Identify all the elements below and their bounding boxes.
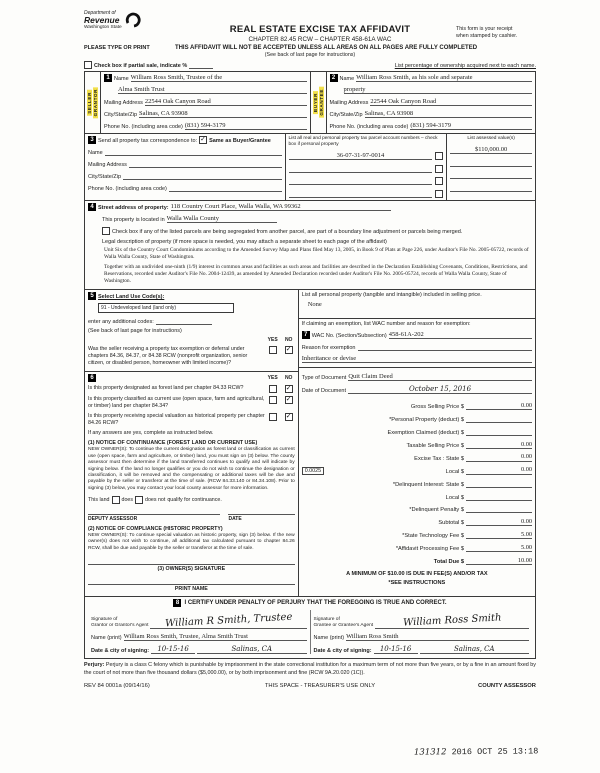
assessed-value-header: List assessed value(s) <box>467 136 515 141</box>
grantee-mailing-field[interactable]: 22544 Oak Canyon Road <box>370 98 532 106</box>
grantee-mailing-row <box>330 98 533 106</box>
land-use-label: Select Land Use Code(s): <box>98 294 165 301</box>
excise-tax-state-label: Excise Tax : State $ <box>414 455 464 462</box>
affidavit-processing-fee-label: *Affidavit Processing Fee $ <box>395 546 464 553</box>
grantor-signature-column <box>88 610 310 654</box>
section-8-badge: 8 <box>173 599 181 607</box>
grantee-csz-label: City/State/Zip <box>329 112 363 118</box>
taxable-selling-price-label: Taxable Selling Price $ <box>406 443 464 450</box>
personal-property-value[interactable]: None <box>307 301 322 309</box>
forest-land-checkboxes <box>267 385 295 393</box>
personal-property-box <box>299 290 535 319</box>
notice-continuance-body: NEW OWNER(S): To continue the current designation as forest land or classification as current use (open space, farm and agriculture, or timber) land, you must sign on (3) below. The county assessor must then determine if the land transferred continues to qualify and will indicate by signing below. If the land no longer qualifies or you do not wish to continue the designation or classification, it will be removed and the compensating or additional taxes will be due and payable by the seller or transferor at the time of sale. (RCW 84.33.140 or 84.34.108). Prior to signing (3) below, you may contact your local county assessor for more information. <box>88 447 295 491</box>
taxable-selling-price-value[interactable]: 0.00 <box>466 441 532 450</box>
section-8-certification <box>84 596 536 659</box>
seller-vertical-label: SELLER <box>87 91 92 114</box>
legal-description-paragraph-1: Unit Six of the Country Court Condominiums according to the Amended Survey Map and Plans filed May 13, 2005, in Book 9 of Plats at Page 226, under Auditor's File No. 2005-05722, records of Walla Walla County, State of Washington. <box>104 246 529 261</box>
located-in-label: This property is located in <box>102 216 165 223</box>
parties-row <box>84 71 536 134</box>
personal-property-deduct-label: *Personal Property (deduct) $ <box>389 417 464 424</box>
section-7-badge: 7 <box>302 331 310 339</box>
section-6-badge: 6 <box>88 374 96 382</box>
stamp-datetime: 2016 OCT 25 13:18 <box>451 746 539 758</box>
delinquent-interest-state-label: *Delinquent Interest: State $ <box>392 481 464 488</box>
excise-tax-state-row <box>302 453 532 462</box>
minimum-due-note: A MINIMUM OF $10.00 IS DUE IN FEE(S) AND/OR TAX <box>346 571 488 578</box>
same-as-grantee-label: Same as Buyer/Grantee <box>209 138 271 144</box>
current-use-checkboxes <box>267 396 295 404</box>
exemption-claimed-value[interactable] <box>466 428 532 437</box>
personal-property-header: List all personal property (tangible and intangible) included in selling price. <box>301 292 482 299</box>
delinquent-interest-local-label: Local $ <box>445 494 464 501</box>
logo-department-of: Department of <box>84 10 116 16</box>
certify-text: I CERTIFY UNDER PENALTY OF PERJURY THAT THE FOREGOING IS TRUE AND CORRECT. <box>184 600 447 607</box>
grantee-date-city-label: Date & city of signing: <box>313 648 372 655</box>
assessed-value-field-3[interactable] <box>450 171 532 179</box>
grantor-phone-field[interactable]: (831) 594-3179 <box>185 122 307 130</box>
local-rate-box: 0.0025 <box>302 467 325 475</box>
affidavit-processing-fee-row <box>302 544 532 553</box>
parcel-number-field-3[interactable] <box>289 177 433 185</box>
form-header <box>84 10 536 43</box>
doc-type-label: Type of Document <box>301 375 347 382</box>
forest-land-question: Is this property designated as forest land per chapter 84.33 RCW? <box>88 385 244 392</box>
assessed-value-field-4[interactable] <box>450 184 532 192</box>
deferral-yes-checkbox[interactable] <box>269 346 277 354</box>
notice-compliance-title: (2) NOTICE OF COMPLIANCE (HISTORIC PROPERTY) <box>88 526 223 533</box>
section-3-correspondence <box>84 133 536 201</box>
personal-property-deduct-value[interactable] <box>466 415 532 424</box>
subtotal-value[interactable]: 0.00 <box>466 518 532 527</box>
signature-columns <box>88 610 532 654</box>
deferral-yes-cell <box>267 346 279 354</box>
owners-signature-line[interactable]: (3) OWNER(S) SIGNATURE <box>88 564 295 572</box>
corr-mailing-label: Mailing Address <box>88 162 127 168</box>
street-address-row <box>88 203 532 211</box>
header-instructions <box>84 45 536 51</box>
rev-form-code: REV 84 0001a (09/14/16) <box>84 682 150 689</box>
signature-of-label: Signature of <box>91 616 118 622</box>
current-use-no-checkbox[interactable]: ✓ <box>285 396 292 404</box>
grantor-signing-date[interactable]: 10-15-16 <box>151 645 195 654</box>
exemption-header: If claiming an exemption, list WAC number and reason for exemption: <box>301 321 471 328</box>
doc-date-field[interactable]: October 15, 2016 <box>348 385 532 394</box>
historic-question-row <box>88 413 295 427</box>
grantor-name-print-label: Name (print) <box>91 635 122 642</box>
no-column-label-6: NO <box>284 375 293 382</box>
excise-tax-local-row <box>302 466 532 475</box>
receipt-note-line1: This form is your receipt <box>456 26 513 32</box>
section-7-column <box>298 289 536 597</box>
grantor-vertical-label: GRANTOR <box>93 88 98 117</box>
forest-yes-checkbox[interactable] <box>269 385 277 393</box>
grantee-side-label <box>311 72 327 133</box>
section6-top-row <box>88 374 295 382</box>
cashier-stamp <box>414 746 538 757</box>
reason-field[interactable] <box>358 343 533 351</box>
form-title: REAL ESTATE EXCISE TAX AFFIDAVIT <box>229 24 411 35</box>
wac-row <box>302 331 532 339</box>
section5-see-back-note: (See back of last page for instructions) <box>88 328 182 335</box>
current-use-yes-checkbox[interactable] <box>269 396 277 404</box>
perjury-text: Perjury is a class C felony which is punishable by imprisonment in the state correctional institution for a maximum term of not more than five years, or by a fine in an amount fixed by the court of not more than five thousand dollars ($5,000.00), or by both imprisonment and fine (RCW 9A.20.020 (1C)). <box>84 662 537 676</box>
deferral-question-checkboxes <box>267 346 295 354</box>
historic-yes-cell <box>267 413 279 421</box>
parcel-number-field[interactable]: 36-07-31-97-0014 <box>289 152 433 160</box>
corr-phone-row <box>88 184 282 192</box>
grantee-fields <box>327 72 536 133</box>
grantor-name-field[interactable]: William Ross Smith, Trustee of the <box>131 74 307 82</box>
treasurer-use-only: THIS SPACE - TREASURER'S USE ONLY <box>264 682 376 689</box>
corr-phone-field[interactable] <box>169 184 282 192</box>
logo-text <box>84 10 122 30</box>
chapter-subtitle: CHAPTER 82.45 RCW – CHAPTER 458-61A WAC <box>248 36 392 43</box>
delinquent-interest-state-value[interactable] <box>466 479 532 488</box>
corr-phone-label: Phone No. (including area code) <box>88 186 167 192</box>
grantee-name-print-label: Name (print) <box>313 635 345 642</box>
total-due-value[interactable]: 10.00 <box>466 557 532 566</box>
section-5-badge: 5 <box>88 292 96 300</box>
grantee-name-field[interactable]: William Ross Smith, as his sole and separate <box>356 74 532 82</box>
county-assessor-label: COUNTY ASSESSOR <box>478 682 536 689</box>
excise-tax-local-value[interactable]: 0.00 <box>466 466 532 475</box>
assessed-value-column <box>446 134 535 200</box>
send-correspondence-label: Send all property tax correspondence to: <box>98 138 198 144</box>
stamp-number: 131312 <box>413 747 447 758</box>
grantee-vertical-label: GRANTEE <box>318 89 324 116</box>
delinquent-interest-local-value[interactable] <box>466 492 532 501</box>
corr-mailing-field[interactable] <box>129 160 282 168</box>
partial-sale-checkbox[interactable] <box>84 61 92 69</box>
partial-sale-percent-field[interactable] <box>189 61 213 69</box>
logo-washington-state: Washington State <box>84 24 122 30</box>
grantee-signature-row <box>314 610 530 629</box>
delinquent-interest-state-row <box>302 479 532 488</box>
deferral-no-cell <box>283 346 295 354</box>
personal-property-deduct-row <box>302 415 532 424</box>
grantor-mailing-label: Mailing Address <box>104 100 143 106</box>
current-use-no-cell <box>283 396 295 404</box>
assessed-value-field[interactable]: $110,000.00 <box>450 146 532 154</box>
grantor-name-label: Name <box>114 76 129 82</box>
doc-type-row <box>302 373 532 381</box>
if-yes-note: If any answers are yes, complete as instructed below. <box>88 429 214 436</box>
section6-yes-no-header <box>267 375 295 381</box>
signature-of-label-2: Signature of <box>313 616 340 622</box>
does-label: does <box>121 497 133 504</box>
delinquent-penalty-value[interactable] <box>466 505 532 514</box>
reason-label: Reason for exemption <box>301 345 356 352</box>
grantor-name-row-2 <box>104 86 307 94</box>
grantee-name-print-field[interactable]: William Ross Smith <box>346 633 529 641</box>
grantee-agent-label: Grantee or Grantee's Agent <box>313 623 374 629</box>
parcel-row-4 <box>289 190 444 198</box>
parcel-numbers-column <box>285 134 447 200</box>
grantor-mailing-field[interactable]: 22544 Oak Canyon Road <box>145 98 307 106</box>
deferral-no-checkbox[interactable]: ✓ <box>285 346 292 354</box>
see-instructions-note: *SEE INSTRUCTIONS <box>388 580 446 587</box>
document-type-box <box>299 368 535 397</box>
state-technology-fee-label: *State Technology Fee $ <box>402 533 464 540</box>
deputy-assessor-date-line[interactable]: DATE <box>228 514 294 522</box>
perjury-paragraph <box>84 662 536 677</box>
historic-no-checkbox[interactable]: ✓ <box>285 412 292 420</box>
grantor-csz-row <box>104 110 307 118</box>
grantee-csz-field[interactable]: Salinas, CA 93908 <box>365 110 532 118</box>
doc-date-row <box>302 385 532 394</box>
corr-csz-label: City/State/Zip <box>88 174 122 180</box>
total-due-row <box>302 557 532 566</box>
located-in-row <box>88 215 532 223</box>
section-5-land-use <box>84 289 299 372</box>
tax-computation <box>299 397 535 565</box>
grantor-csz-label: City/State/Zip <box>104 112 138 118</box>
deferral-question-row <box>88 346 295 367</box>
grantee-mailing-label: Mailing Address <box>329 100 369 106</box>
parcel-row-2 <box>289 165 444 173</box>
additional-codes-label: enter any additional codes: <box>88 319 154 326</box>
yes-column-label-6: YES <box>267 375 278 382</box>
same-as-grantee-checkbox[interactable]: ✓ <box>200 136 206 143</box>
section-4-badge: 4 <box>88 203 96 211</box>
wac-number-field[interactable]: 458-61A-202 <box>389 331 532 339</box>
certify-row <box>88 599 532 607</box>
grantor-signature-row <box>91 610 307 629</box>
grantee-signature: William Ross Smith <box>402 612 502 629</box>
grantee-name-print-row <box>314 633 530 641</box>
corr-name-label: Name <box>88 150 103 156</box>
grantor-signature: William R Smith, Trustee <box>164 611 293 630</box>
grantor-signature-labels <box>91 617 148 629</box>
grantor-side-label <box>85 72 101 133</box>
street-address-label: Street address of property: <box>98 204 169 211</box>
located-county-field[interactable]: Walla Walla County <box>167 215 277 223</box>
parcel-numbers-header: List all real and personal property tax parcel account numbers – check box if personal property <box>288 136 438 147</box>
correspondence-fields <box>85 134 285 200</box>
grantor-fields <box>101 72 310 133</box>
partial-sale-row <box>84 61 536 69</box>
segregated-row <box>88 227 532 235</box>
grantor-name-print-row <box>91 633 307 641</box>
forest-no-cell <box>283 385 295 393</box>
partial-sale-label: Check box if partial sale, indicate % <box>94 63 188 69</box>
notice-continuance-title: (1) NOTICE OF CONTINUANCE (FOREST LAND OR CURRENT USE) <box>88 440 258 447</box>
parcel-number-field-4[interactable] <box>289 190 433 198</box>
grantee-name-row <box>330 74 533 82</box>
segregated-checkbox[interactable] <box>102 227 110 235</box>
corr-csz-row <box>88 172 282 180</box>
current-use-question-row <box>88 396 295 410</box>
grantor-date-city-label: Date & city of signing: <box>91 648 150 655</box>
segregated-note: Check box if any of the listed parcels are being segregated from another parcel, are part of a boundary line adjustment or parcels being merged. <box>112 228 463 235</box>
dor-logo <box>84 10 184 30</box>
revenue-swoosh-icon <box>125 11 142 28</box>
current-use-question: Is this property classified as current use (open space, farm and agricultural, or timber) land per chapter 84.34? <box>88 396 265 409</box>
header-titles <box>184 10 456 43</box>
ownership-percentage-note: List percentage of ownership acquired next to each name. <box>394 63 536 69</box>
grantee-signature-column <box>310 610 533 654</box>
gross-selling-price-value[interactable]: 0.00 <box>466 402 532 411</box>
grantor-name-row <box>104 74 307 82</box>
doc-date-label: Date of Document <box>301 388 347 395</box>
parcel-number-field-2[interactable] <box>289 165 433 173</box>
print-name-line[interactable]: PRINT NAME <box>88 584 295 592</box>
excise-tax-state-value[interactable]: 0.00 <box>466 453 532 462</box>
please-type-or-print: PLEASE TYPE OR PRINT <box>84 45 150 51</box>
delinquent-penalty-label: *Delinquent Penalty $ <box>409 507 464 514</box>
middle-columns <box>84 289 536 597</box>
exemption-claimed-label: Exemption Claimed (deduct) $ <box>387 430 464 437</box>
additional-codes-row <box>88 317 295 325</box>
grantee-date-city-row <box>314 645 530 654</box>
corr-name-row <box>88 148 282 156</box>
grantor-date-city-row <box>91 645 307 654</box>
corr-mailing-row <box>88 160 282 168</box>
land-use-row <box>88 292 295 300</box>
gross-selling-price-row <box>302 402 532 411</box>
does-qualify-checkbox[interactable] <box>112 496 120 504</box>
see-back-note: (See back of last page for instructions) <box>264 52 356 58</box>
does-not-label: does not <box>145 497 166 504</box>
grantee-signature-field[interactable] <box>375 610 529 629</box>
forest-land-question-row <box>88 385 295 393</box>
historic-question: Is this property receiving special valuation as historical property per chapter 84.26 RCW? <box>88 412 265 426</box>
taxable-selling-price-row <box>302 441 532 450</box>
affidavit-processing-fee-value[interactable]: 5.00 <box>466 544 532 553</box>
section-2-badge: 2 <box>330 74 338 82</box>
grantor-signature-field[interactable] <box>150 610 306 629</box>
forest-yes-cell <box>267 385 279 393</box>
grantee-name-label: Name <box>339 76 355 82</box>
historic-no-cell <box>283 413 295 421</box>
notice-compliance-body: NEW OWNER(S): To continue special valuation as historic property, sign (3) below. If the new owner(s) does not wish to continue, all additional tax calculated pursuant to chapter 84.26 RCW, shall be due and payable by the seller or transferor at the time of sale. <box>88 533 295 551</box>
street-address-field[interactable]: 118 Country Court Place, Walla Walla, WA 99362 <box>171 203 391 211</box>
section-1-badge: 1 <box>104 74 112 82</box>
doc-type-field[interactable]: Quit Claim Deed <box>348 373 532 381</box>
additional-codes-field[interactable] <box>156 317 212 325</box>
section-6-designations <box>84 371 299 597</box>
grantee-phone-field[interactable]: (831) 594-3179 <box>410 122 532 130</box>
gross-selling-price-label: Gross Selling Price $ <box>410 404 464 411</box>
section-3-badge: 3 <box>88 136 96 144</box>
grantor-name-print-field[interactable]: William Ross Smith, Trustee, Alma Smith Trust <box>124 633 307 641</box>
does-not-qualify-checkbox[interactable] <box>135 496 143 504</box>
subtotal-row <box>302 518 532 527</box>
send-correspondence-row <box>88 136 282 144</box>
grantee-section <box>310 71 537 134</box>
grantor-mailing-row <box>104 98 307 106</box>
section5-yes-no-header <box>88 337 295 343</box>
corr-csz-field[interactable] <box>123 172 281 180</box>
personal-property-checkbox-2[interactable] <box>435 165 443 173</box>
yes-column-label: YES <box>267 337 278 344</box>
grantor-section <box>84 71 311 134</box>
no-column-label: NO <box>284 337 293 344</box>
deputy-assessor-row <box>88 514 295 522</box>
left-column <box>84 289 299 597</box>
delinquent-interest-local-row <box>302 492 532 501</box>
deferral-question-text: Was the seller receiving a property tax exemption or deferral under chapters 84.36, 84.37, or 84.38 RCW (nonprofit organization, senior citizen, or disabled person, homeowner with limited income)? <box>88 346 248 367</box>
grantee-signing-city[interactable]: Salinas, CA <box>420 645 529 654</box>
excise-tax-local-label: Local $ <box>445 468 464 475</box>
grantee-phone-row <box>330 122 533 130</box>
grantee-name-row-2 <box>330 86 533 94</box>
historic-checkboxes <box>267 413 295 421</box>
state-technology-fee-value[interactable]: 5.00 <box>466 531 532 540</box>
grantee-phone-label: Phone No. (including area code) <box>329 124 409 130</box>
receipt-note <box>456 10 536 40</box>
wac-label: WAC No. (Section/Subsection) <box>311 333 387 340</box>
forest-no-checkbox[interactable]: ✓ <box>285 385 292 393</box>
section-4-property <box>84 200 536 290</box>
completion-warning: THIS AFFIDAVIT WILL NOT BE ACCEPTED UNLESS ALL AREAS ON ALL PAGES ARE FULLY COMPLETED <box>174 45 478 51</box>
personal-property-checkbox-4[interactable] <box>435 190 443 198</box>
exemption-claimed-row <box>302 428 532 437</box>
grantee-name-field-2[interactable]: property <box>344 86 533 94</box>
total-due-label: Total Due $ <box>433 559 464 566</box>
buyer-vertical-label: BUYER <box>312 92 318 113</box>
grantor-phone-row <box>104 122 307 130</box>
grantor-csz-field[interactable]: Salinas, CA 93908 <box>139 110 306 118</box>
delinquent-penalty-row <box>302 505 532 514</box>
deputy-assessor-signature-line[interactable]: DEPUTY ASSESSOR <box>88 514 220 522</box>
corr-name-field[interactable] <box>105 148 282 156</box>
parcel-row-3 <box>289 177 444 185</box>
legal-description-paragraph-2: Together with an undivided one-ninth (1/9) interest in common areas and facilities as such areas and facilities are described in the Declaration Establishing Covenants, Conditions, Restrictions, and Reservations, recorded under Auditor's File No. 2004-12439, as amended by Amended Declaration recorded under Auditor's File No. 2005-05724, records of Walla Walla County, State of Washington. <box>104 263 528 285</box>
affidavit-form <box>84 10 536 689</box>
qualify-label: qualify for continuance. <box>167 497 222 504</box>
perjury-label: Perjury: <box>84 662 105 669</box>
legal-description-label: Legal description of property (if more space is needed, you may attach a separate sheet to each page of the affidavit) <box>102 238 387 245</box>
grantor-name-field-2[interactable]: Alma Smith Trust <box>118 86 307 94</box>
grantor-signing-city[interactable]: Salinas, CA <box>197 645 306 654</box>
subtotal-label: Subtotal $ <box>438 520 464 527</box>
grantee-signing-date[interactable]: 10-15-16 <box>374 645 418 654</box>
continuance-qualify-row <box>88 496 295 504</box>
grantee-signature-labels <box>314 617 374 629</box>
current-use-yes-cell <box>267 396 279 404</box>
assessed-value-field-2[interactable] <box>450 159 532 167</box>
land-use-code-select[interactable]: 91 - Undeveloped land (land only) <box>98 303 234 313</box>
exemption-box <box>299 319 535 368</box>
personal-property-checkbox-3[interactable] <box>435 177 443 185</box>
grantor-agent-label: Grantor or Grantor's Agent <box>91 623 149 629</box>
historic-yes-checkbox[interactable] <box>269 413 277 421</box>
state-technology-fee-row <box>302 531 532 540</box>
this-land-label: This land <box>88 497 110 504</box>
receipt-note-line2: when stamped by cashier. <box>456 32 518 39</box>
grantor-phone-label: Phone No. (including area code) <box>104 124 183 130</box>
logo-revenue: Revenue <box>84 15 120 25</box>
reason-row <box>302 343 532 351</box>
personal-property-checkbox-1[interactable] <box>435 152 443 160</box>
reason-value-field[interactable]: Inheritance or devise <box>302 355 532 363</box>
parcel-row-1 <box>289 152 444 160</box>
grantee-csz-row <box>330 110 533 118</box>
footer-row <box>84 683 536 689</box>
